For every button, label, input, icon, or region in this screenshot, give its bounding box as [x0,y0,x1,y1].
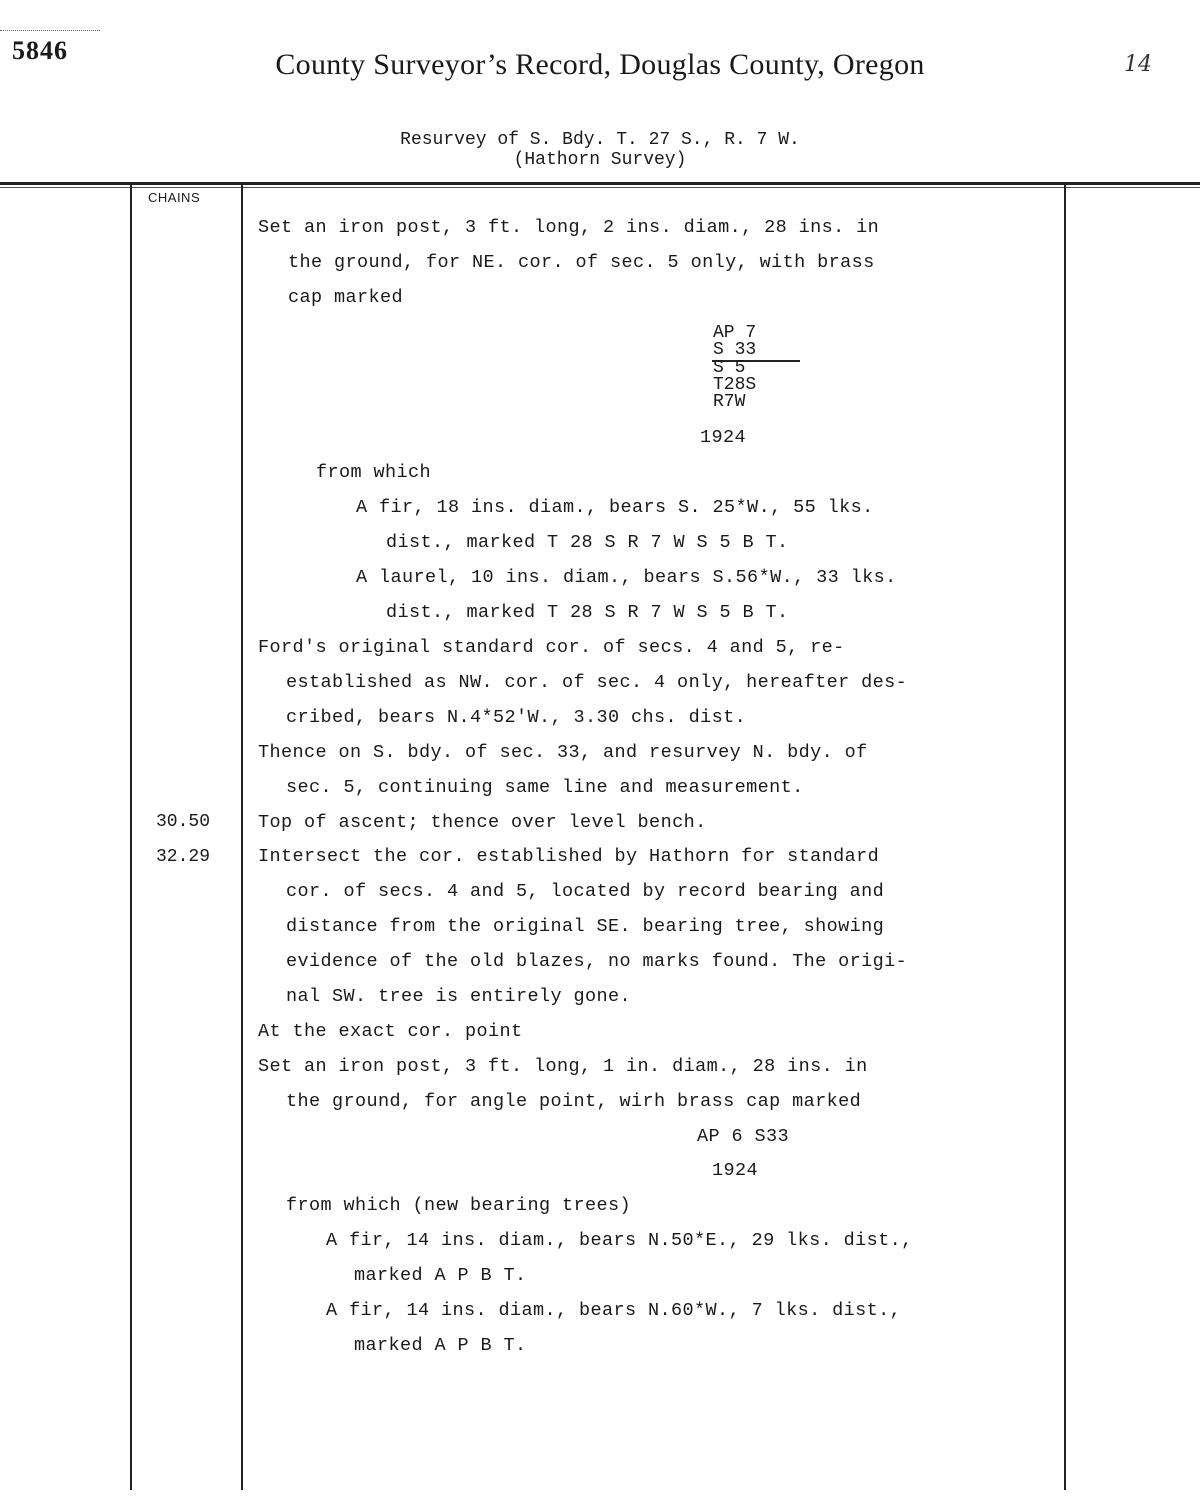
record-line: Set an iron post, 3 ft. long, 1 in. diam., 28 ins. in [258,1056,868,1077]
record-line: dist., marked T 28 S R 7 W S 5 B T. [386,532,789,553]
record-line: Thence on S. bdy. of sec. 33, and resurvey N. bdy. of [258,742,868,763]
record-line: the ground, for NE. cor. of sec. 5 only, with brass [288,252,875,273]
right-margin-line [1064,184,1066,1490]
record-line: from which (new bearing trees) [286,1195,632,1216]
chain-value: 30.50 [156,812,211,832]
chains-column-header: CHAINS [148,190,201,205]
record-line: marked A P B T. [354,1265,527,1286]
record-line: the ground, for angle point, wirh brass cap marked [286,1091,862,1112]
record-line: A fir, 14 ins. diam., bears N.60*W., 7 lks. dist., [326,1300,902,1321]
left-margin-line [130,184,132,1490]
page-number-dots [0,30,100,31]
record-line: Top of ascent; thence over level bench. [258,812,707,833]
handwritten-page-number: 14 [1124,52,1152,77]
record-line: cap marked [288,287,404,308]
record-line: marked A P B T. [354,1335,527,1356]
brass-cap-marking-line: AP 7 [713,323,757,343]
chain-value: 32.29 [156,847,211,867]
survey-title: Resurvey of S. Bdy. T. 27 S., R. 7 W. [400,130,800,150]
header-rule-thin [0,187,1200,188]
record-line: distance from the original SE. bearing tree, showing [286,916,885,937]
record-line: At the exact cor. point [258,1021,523,1042]
brass-cap-year: 1924 [700,427,747,448]
record-line: from which [316,462,432,483]
brass-cap-marking-line: S 5 [713,358,746,378]
record-line: sec. 5, continuing same line and measurement. [286,777,804,798]
brass-cap-marking-line: T28S [713,375,757,395]
record-line: Set an iron post, 3 ft. long, 2 ins. diam., 28 ins. in [258,217,880,238]
record-line: established as NW. cor. of sec. 4 only, hereafter des- [286,672,908,693]
record-line: A fir, 14 ins. diam., bears N.50*E., 29 lks. dist., [326,1230,913,1251]
brass-cap-year: 1924 [712,1160,759,1181]
brass-cap-marking-line: AP 6 S33 [697,1126,790,1147]
record-line: dist., marked T 28 S R 7 W S 5 B T. [386,602,789,623]
record-line: cribed, bears N.4*52'W., 3.30 chs. dist. [286,707,747,728]
record-line: evidence of the old blazes, no marks found. The origi- [286,951,908,972]
record-line: A laurel, 10 ins. diam., bears S.56*W., 33 lks. [356,567,897,588]
record-line: nal SW. tree is entirely gone. [286,986,632,1007]
page-title: County Surveyor’s Record, Douglas County, Oregon [275,48,925,81]
brass-cap-marking-line: S 33 [713,340,757,360]
brass-cap-marking-line: R7W [713,392,746,412]
record-line: Ford's original standard cor. of secs. 4 and 5, re- [258,637,845,658]
record-line: cor. of secs. 4 and 5, located by record bearing and [286,881,885,902]
record-line: A fir, 18 ins. diam., bears S. 25*W., 55 lks. [356,497,874,518]
page-number: 5846 [12,36,68,65]
header-rule [0,182,1200,185]
chains-column-line [241,184,243,1490]
survey-subtitle: (Hathorn Survey) [513,150,687,170]
record-line: Intersect the cor. established by Hathorn for standard [258,846,880,867]
